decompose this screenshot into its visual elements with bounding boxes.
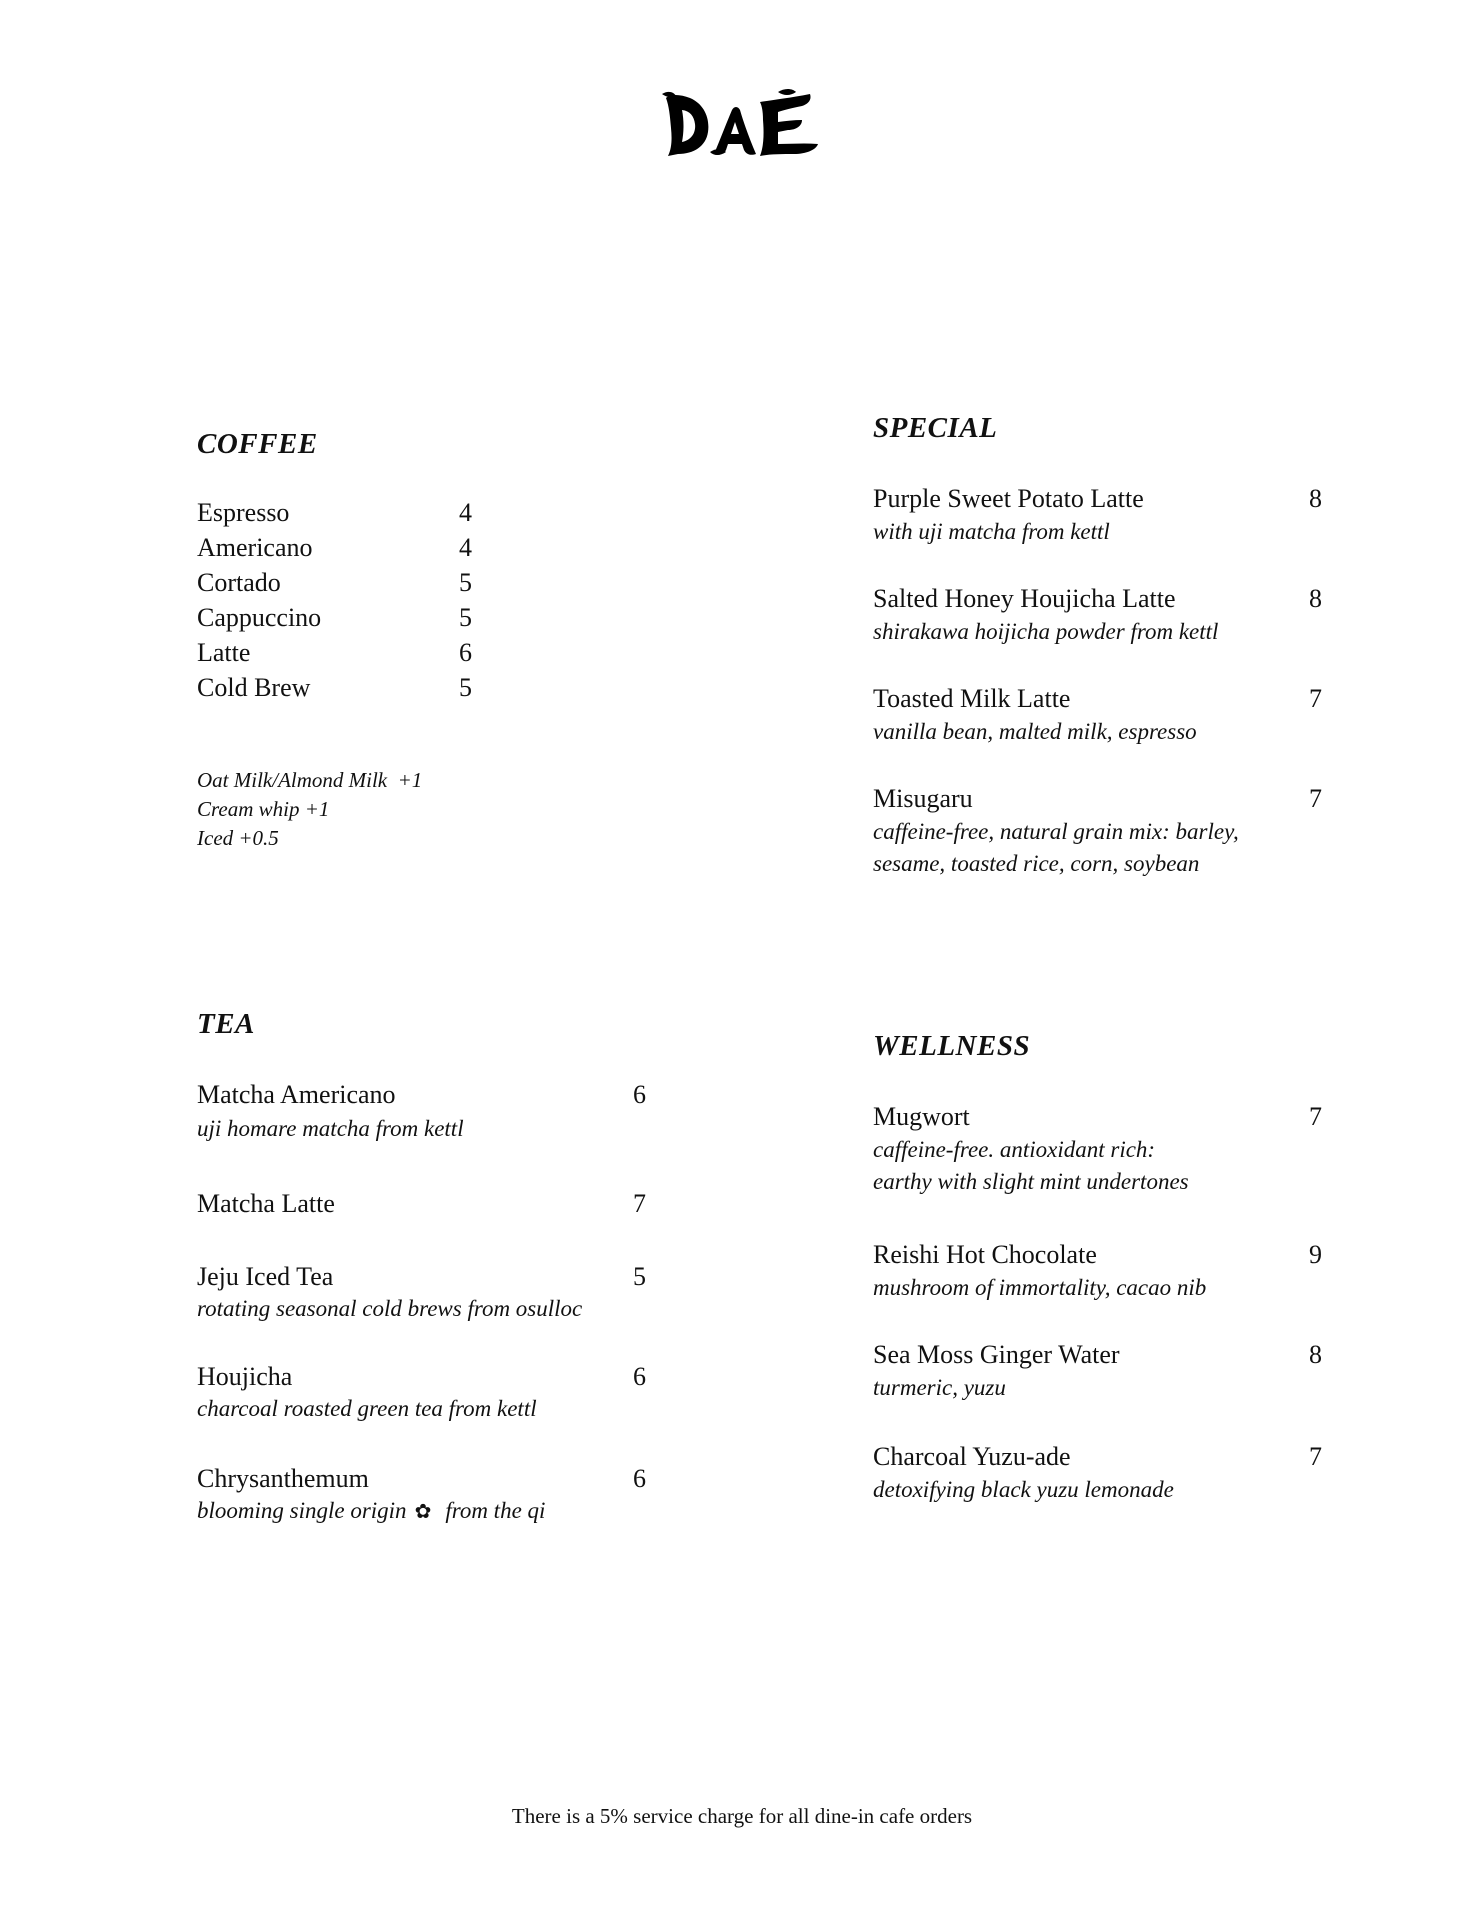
- item-name: Cold Brew: [197, 673, 311, 702]
- item-price: 6: [633, 1464, 646, 1493]
- item-price: 4: [459, 533, 472, 562]
- item-description: [197, 1498, 545, 1524]
- item-name: Reishi Hot Chocolate: [873, 1240, 1097, 1269]
- item-price: 7: [1309, 784, 1322, 813]
- item-description: mushroom of immortality, cacao nib: [873, 1275, 1207, 1300]
- section-title: TEA: [197, 1008, 255, 1040]
- addon-line: Iced +0.5: [197, 826, 279, 850]
- menu-item: [197, 533, 487, 565]
- menu-item: [197, 1464, 647, 1496]
- item-name: Charcoal Yuzu-ade: [873, 1442, 1071, 1471]
- item-price: 7: [1309, 684, 1322, 713]
- menu-item: [873, 784, 1325, 816]
- item-description-end: from the qi: [445, 1498, 546, 1523]
- coffee-section: [197, 420, 517, 860]
- section-title: WELLNESS: [873, 1030, 1031, 1062]
- item-name: Purple Sweet Potato Latte: [873, 484, 1144, 513]
- item-description: turmeric, yuzu: [873, 1375, 1006, 1400]
- item-price: 4: [459, 498, 472, 527]
- item-description: detoxifying black yuzu lemonade: [873, 1477, 1174, 1502]
- item-name: Espresso: [197, 498, 290, 527]
- tea-section: [197, 1000, 677, 1540]
- item-description: charcoal roasted green tea from kettl: [197, 1396, 537, 1421]
- menu-item: [197, 568, 487, 600]
- item-description: caffeine-free. antioxidant rich:: [873, 1137, 1156, 1162]
- item-name: Latte: [197, 638, 251, 667]
- item-description: sesame, toasted rice, corn, soybean: [873, 851, 1200, 876]
- menu-item: [197, 638, 487, 670]
- item-description: rotating seasonal cold brews from osulloc: [197, 1296, 583, 1321]
- item-name: Jeju Iced Tea: [197, 1262, 334, 1291]
- wellness-section: [873, 1022, 1333, 1522]
- menu-item: [197, 1189, 647, 1221]
- item-price: 6: [633, 1362, 646, 1391]
- item-description: earthy with slight mint undertones: [873, 1169, 1189, 1194]
- menu-item: [873, 584, 1325, 616]
- menu-item: [197, 1080, 647, 1112]
- dae-logo: [660, 88, 820, 168]
- item-price: 7: [1309, 1442, 1322, 1471]
- menu-item: [873, 1442, 1325, 1474]
- item-description-start: blooming single origin: [197, 1498, 407, 1523]
- item-name: Toasted Milk Latte: [873, 684, 1071, 713]
- menu-item: [197, 673, 487, 705]
- item-name: Sea Moss Ginger Water: [873, 1340, 1120, 1369]
- item-description: with uji matcha from kettl: [873, 519, 1110, 544]
- item-name: Cortado: [197, 568, 281, 597]
- addon-line: Cream whip +1: [197, 797, 330, 821]
- item-price: 8: [1309, 484, 1322, 513]
- item-name: Matcha Americano: [197, 1080, 396, 1109]
- menu-item: [197, 1262, 647, 1294]
- flower-icon: ✿: [414, 1499, 432, 1523]
- addon-line: Oat Milk/Almond Milk +1: [197, 768, 423, 792]
- item-price: 9: [1309, 1240, 1322, 1269]
- item-name: Chrysanthemum: [197, 1464, 369, 1493]
- item-description: caffeine-free, natural grain mix: barley,: [873, 819, 1239, 844]
- menu-item: [873, 1102, 1325, 1134]
- item-price: 5: [633, 1262, 646, 1291]
- item-description: shirakawa hoijicha powder from kettl: [873, 619, 1219, 644]
- menu-item: [197, 1362, 647, 1394]
- item-name: Misugaru: [873, 784, 973, 813]
- service-charge-note: There is a 5% service charge for all dine-in cafe orders: [511, 1804, 973, 1828]
- item-price: 5: [459, 568, 472, 597]
- item-price: 5: [459, 673, 472, 702]
- item-name: Salted Honey Houjicha Latte: [873, 584, 1176, 613]
- item-price: 6: [633, 1080, 646, 1109]
- item-name: Cappuccino: [197, 603, 322, 632]
- item-price: 5: [459, 603, 472, 632]
- menu-item: [873, 1340, 1325, 1372]
- menu-item: [197, 498, 487, 530]
- special-section: [873, 404, 1333, 904]
- item-name: Americano: [197, 533, 313, 562]
- menu-item: [873, 1240, 1325, 1272]
- item-price: 8: [1309, 1340, 1322, 1369]
- section-title: COFFEE: [197, 428, 318, 460]
- item-price: 8: [1309, 584, 1322, 613]
- item-name: Matcha Latte: [197, 1189, 335, 1218]
- item-name: Mugwort: [873, 1102, 970, 1131]
- menu-item: [873, 684, 1325, 716]
- item-description: vanilla bean, malted milk, espresso: [873, 719, 1197, 744]
- menu-item: [197, 603, 487, 635]
- item-price: 6: [459, 638, 472, 667]
- item-name: Houjicha: [197, 1362, 293, 1391]
- item-price: 7: [633, 1189, 646, 1218]
- menu-item: [873, 484, 1325, 516]
- item-price: 7: [1309, 1102, 1322, 1131]
- section-title: SPECIAL: [873, 412, 998, 444]
- item-description: uji homare matcha from kettl: [197, 1116, 464, 1141]
